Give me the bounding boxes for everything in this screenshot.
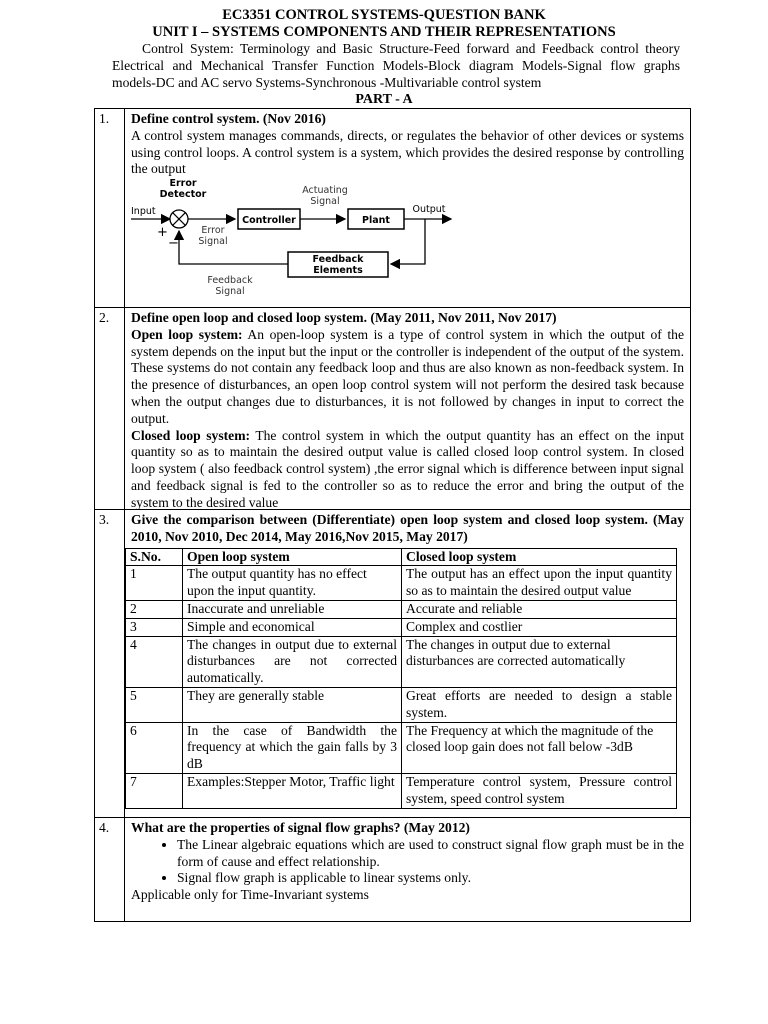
table-row [126, 687, 677, 722]
list-item: • Signal flow graph is applicable to linear systems only. [177, 870, 684, 887]
cell-open-loop: The output quantity has no effect upon the input quantity. [183, 566, 402, 601]
cell-sno: 2 [126, 600, 183, 618]
error-detector-label-2: Detector [159, 189, 207, 201]
table-row [126, 636, 677, 687]
table-row [126, 600, 677, 618]
cell-closed-loop: Temperature control system, Pressure control system, speed control system [402, 773, 677, 808]
cell-open-loop: Simple and economical [183, 618, 402, 636]
answer-text: A control system manages commands, directs, or regulates the behavior of other devices or systems using control loops. A control system is a system, which provides the desired response by controlling the output [131, 127, 684, 177]
table-header-row [126, 548, 677, 566]
cell-closed-loop: The Frequency at which the magnitude of the closed loop gain does not fall below -3dB [402, 722, 677, 773]
question-number: 4. [95, 818, 125, 921]
minus-sign: − [168, 236, 179, 252]
part-heading: PART - A [355, 92, 413, 107]
actuating-signal-label-2: Signal [310, 196, 340, 208]
properties-list [131, 837, 684, 887]
cell-closed-loop: Complex and costlier [402, 618, 677, 636]
column-header-closed-loop: Closed loop system [402, 548, 677, 566]
cell-sno: 1 [126, 566, 183, 601]
question-row-3 [95, 509, 690, 817]
feedback-signal-label-2: Signal [215, 286, 245, 298]
cell-sno: 4 [126, 636, 183, 687]
cell-open-loop: The changes in output due to external disturbances are not corrected automatically. [183, 636, 402, 687]
question-table [94, 108, 691, 922]
syllabus-text: Control System: Terminology and Basic Structure-Feed forward and Feedback control theory Electrical and Mechanical Transfer Function Models-Block diagram Models-Signal flow graphs models-DC and AC servo Systems-Synchronous -Multivariable control system [112, 41, 680, 90]
cell-open-loop: Examples:Stepper Motor, Traffic light [183, 773, 402, 808]
properties-tail-text: Applicable only for Time-Invariant systems [131, 887, 369, 903]
cell-closed-loop: The changes in output due to external disturbances are corrected automatically [402, 636, 677, 687]
cell-sno: 3 [126, 618, 183, 636]
question-number: 1. [95, 109, 125, 307]
cell-open-loop: In the case of Bandwidth the frequency at which the gain falls by 3 dB [183, 722, 402, 773]
plant-label: Plant [362, 215, 390, 227]
closed-loop-label: Closed loop system: [131, 427, 251, 443]
question-title: Define control system. (Nov 2016) [131, 111, 326, 126]
question-title: Give the comparison between (Differentiate) open loop system and closed loop system. (May 2010, Nov 2010, Dec 2014, May 2016,Nov 2015, May 2017) [131, 512, 684, 544]
feedback-path-to-junction [179, 231, 288, 264]
document-title: EC3351 CONTROL SYSTEMS-QUESTION BANK [222, 7, 546, 23]
cell-open-loop: Inaccurate and unreliable [183, 600, 402, 618]
feedback-elements-label: Feedback [312, 254, 364, 266]
cell-sno: 6 [126, 722, 183, 773]
question-number: 3. [95, 510, 125, 817]
closed-loop-text: The control system in which the output quantity has an effect on the input quantity so as to maintain the desired output value is called closed loop control system. In closed loop system ( also feedback control system) ,the error signal which is difference between input signal and feedback signal is fed to the controller so as to reduce the error and bring the output of the system to the desired value [131, 427, 684, 510]
table-row [126, 722, 677, 773]
summing-junction [170, 210, 188, 228]
control-system-block-diagram [125, 178, 465, 300]
feedback-elements-label-2: Elements [313, 265, 363, 277]
cell-closed-loop: Great efforts are needed to design a stable system. [402, 687, 677, 722]
input-label: Input [131, 206, 156, 218]
plus-sign: + [157, 225, 168, 241]
actuating-signal-label: Actuating [302, 185, 348, 197]
list-item: • The Linear algebraic equations which are used to construct signal flow graph must be in the form of cause and effect relationship. [177, 837, 684, 871]
cell-open-loop: They are generally stable [183, 687, 402, 722]
error-detector-label: Error [169, 178, 197, 190]
table-row [126, 773, 677, 808]
cell-closed-loop: The output has an effect upon the input quantity so as to maintain the desired output value [402, 566, 677, 601]
table-row [126, 566, 677, 601]
output-label: Output [412, 204, 446, 216]
unit-title: UNIT I – SYSTEMS COMPONENTS AND THEIR REPRESENTATIONS [152, 24, 616, 40]
comparison-table [125, 548, 677, 809]
cell-sno: 7 [126, 773, 183, 808]
open-loop-text: An open-loop system is a type of control system in which the output of the system depends on the input but the input or the controller is independent of the output of the system. These systems do not contain any feedback loop and thus are also known as non-feedback system. In the presence of disturbances, an open loop control system will not perform the desired task because when the output changes due to disturbances, it is not followed by changes in input to correct the output. [131, 326, 685, 426]
column-header-sno: S.No. [126, 548, 183, 566]
open-loop-paragraph [131, 327, 684, 428]
question-number: 2. [95, 308, 125, 509]
question-title: Define open loop and closed loop system. (May 2011, Nov 2011, Nov 2017) [131, 310, 557, 325]
feedback-signal-label: Feedback [207, 275, 253, 287]
cell-closed-loop: Accurate and reliable [402, 600, 677, 618]
closed-loop-paragraph [131, 428, 684, 512]
column-header-open-loop: Open loop system [183, 548, 402, 566]
cell-sno: 5 [126, 687, 183, 722]
question-row-4 [95, 817, 690, 921]
open-loop-label: Open loop system: [131, 326, 243, 342]
controller-label: Controller [242, 215, 296, 227]
error-signal-label: Error [201, 225, 225, 237]
error-signal-label-2: Signal [198, 236, 228, 248]
question-title: What are the properties of signal flow graphs? (May 2012) [131, 820, 470, 835]
question-row-1 [95, 109, 690, 307]
table-row [126, 618, 677, 636]
question-row-2 [95, 307, 690, 509]
